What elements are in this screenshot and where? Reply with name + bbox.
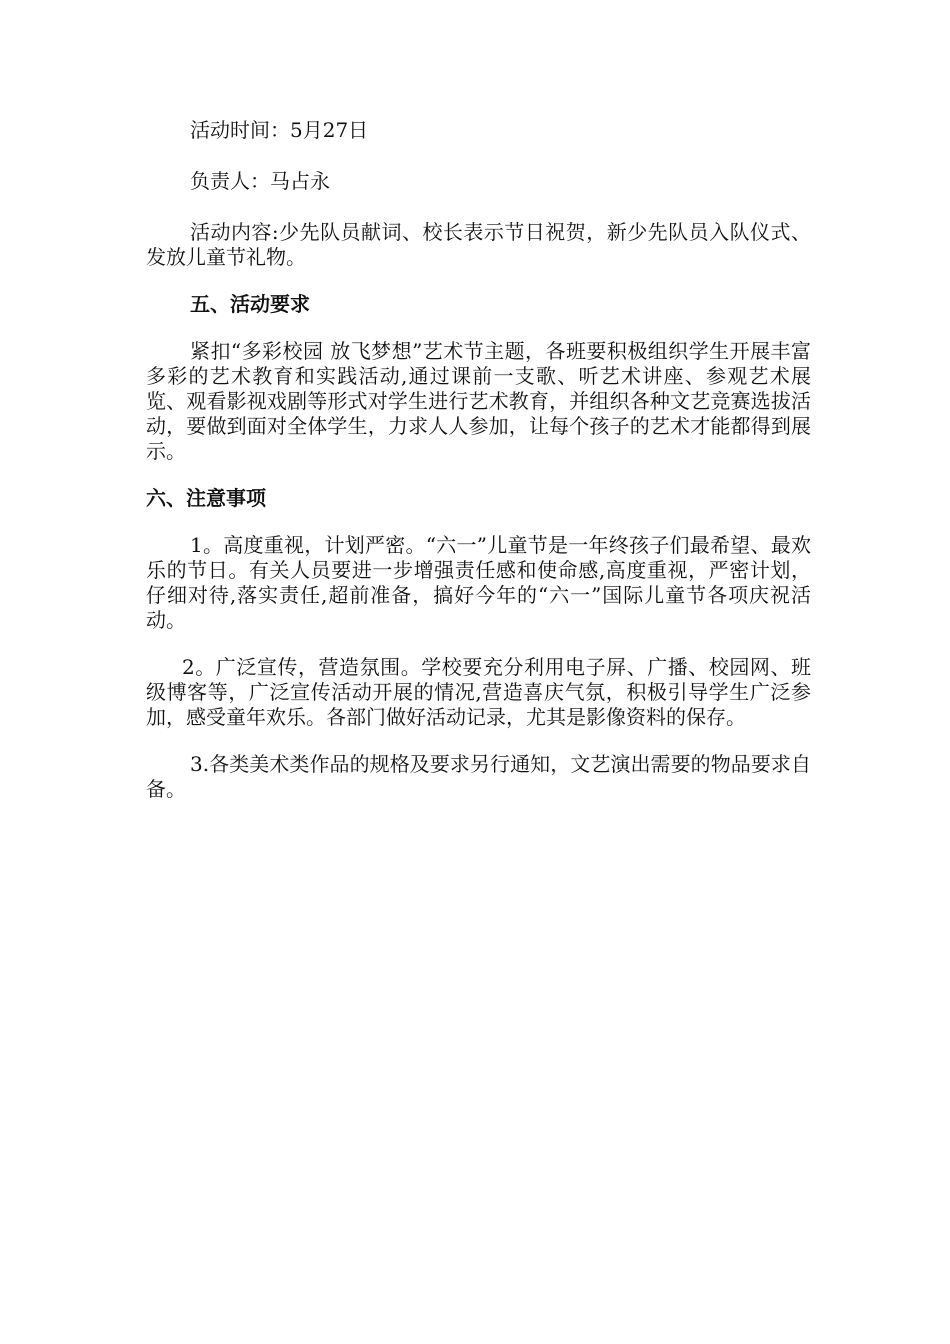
activity-content: 活动内容:少先队员献词、校长表示节日祝贺，新少先队员入队仪式、发放儿童节礼物。 [146,220,811,269]
section-5-heading: 五、活动要求 [190,292,310,316]
activity-time: 活动时间：5月27日 [190,118,369,142]
notice-item-3: 3.各类美术类作品的规格及要求另行通知，文艺演出需要的物品要求自备。 [146,752,811,801]
person-in-charge: 负责人：马占永 [190,169,330,193]
document-body [146,118,811,824]
notice-item-1: 1。高度重视，计划严密。“六一”儿童节是一年终孩子们最希望、最欢乐的节日。有关人员要进一步增强责任感和使命感,高度重视，严密计划，仔细对待,落实责任,超前准备，搞好今年的“六一”国际儿童节各项庆祝活动。 [146,533,811,632]
section-6-heading: 六、注意事项 [146,486,266,510]
section-5-body: 紧扣“多彩校园 放飞梦想”艺术节主题，各班要积极组织学生开展丰富多彩的艺术教育和实践活动,通过课前一支歌、听艺术讲座、参观艺术展览、观看影视戏剧等形式对学生进行艺术教育，并组织各种文艺竞赛选拔活动，要做到面对全体学生，力求人人参加，让每个孩子的艺术才能都得到展示。 [146,339,811,463]
notice-item-2: 2。广泛宣传，营造氛围。学校要充分利用电子屏、广播、校园网、班级博客等，广泛宣传活动开展的情况,营造喜庆气氛，积极引导学生广泛参加，感受童年欢乐。各部门做好活动记录，尤其是影像资料的保存。 [146,655,811,729]
